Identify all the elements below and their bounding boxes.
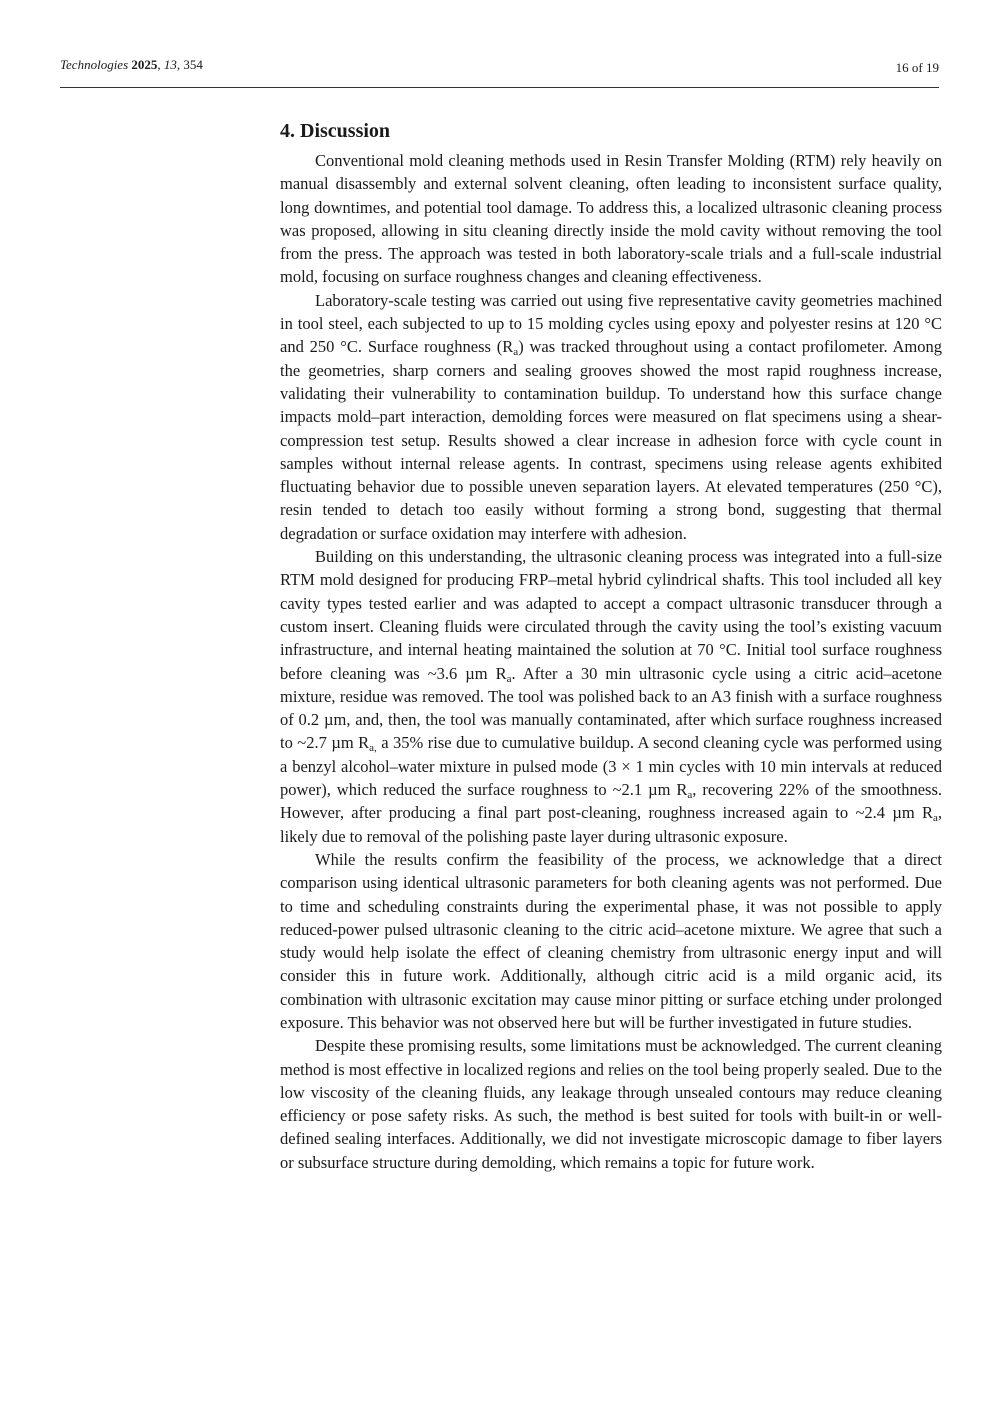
paragraph-2: Laboratory-scale testing was carried out using five representative cavity geometries machined in tool steel, each subjected to up to 15 molding cycles using epoxy and polyester resins at 120 °C and 250 °C. Surface roughness $(R_a)$ was tracked throughout using a contact profilometer. Among the geometries, sharp corners and sealing grooves showed the most rapid roughness increase, validating their vulnerability to contamination buildup. To understand how this surface change impacts mold–part interaction, demolding forces were measured on flat specimens using a shear-compression test setup. Results showed a clear increase in adhesion force with cycle count in samples without internal release agents. In contrast, specimens using release agents exhibited fluctuating behavior due to possible uneven separation layers. At elevated temperatures (250 °C), resin tended to detach too easily without forming a strong bond, suggesting that thermal degradation or surface oxidation may interfere with adhesion.	[280, 290, 942, 543]
journal-citation: Technologies 2025, 13, 354	[60, 57, 203, 72]
paragraph-1: Conventional mold cleaning methods used in Resin Transfer Molding (RTM) rely heavily on manual disassembly and external solvent cleaning, often leading to inconsistent surface quality, long downtimes, and potential tool damage. To address this, a localized ultrasonic cleaning process was proposed, allowing in situ cleaning directly inside the mold cavity without removing the tool from the press. The approach was tested in both laboratory-scale trials and a full-scale industrial mold, focusing on surface roughness changes and cleaning effectiveness.	[280, 151, 942, 287]
page-number: 16 of 19	[895, 60, 939, 75]
section-title: 4. Discussion	[280, 120, 391, 142]
running-header	[60, 57, 939, 88]
journal-year: 2025	[131, 57, 158, 72]
journal-volume: 13	[163, 57, 177, 72]
article-number: 354	[183, 57, 203, 72]
article-body	[280, 117, 942, 1174]
paragraph-5: Despite these promising results, some limitations must be acknowledged. The current cleaning method is most effective in localized regions and relies on the tool being properly sealed. Due to the low viscosity of the cleaning fluids, any leakage through unsealed contours may reduce cleaning efficiency or pose safety risks. As such, the method is best suited for tools with built-in or well-defined sealing interfaces. Additionally, we did not investigate microscopic damage to fiber layers or subsurface structure during demolding, which remains a topic for future work.	[280, 1036, 942, 1172]
journal-name: Technologies	[60, 57, 129, 72]
paragraph-4: While the results confirm the feasibility of the process, we acknowledge that a direct comparison using identical ultrasonic parameters for both cleaning agents was not performed. Due to time and scheduling constraints during the experimental phase, it was not possible to apply reduced-power pulsed ultrasonic cleaning to the citric acid–acetone mixture. We agree that such a study would help isolate the effect of cleaning chemistry from ultrasonic energy input and will consider this in future work. Additionally, although citric acid is a mild organic acid, its combination with ultrasonic excitation may cause minor pitting or surface etching under prolonged exposure. This behavior was not observed here but will be further investigated in future studies.	[280, 849, 942, 1032]
paragraph-3: Building on this understanding, the ultrasonic cleaning process was integrated into a full-size RTM mold designed for producing FRP–metal hybrid cylindrical shafts. This tool included all key cavity types tested earlier and was adapted to accept a compact ultrasonic transducer through a custom insert. Cleaning fluids were circulated through the cavity using the tool’s existing vacuum infrastructure, and internal heating maintained the solution at 70 °C. Initial tool surface roughness before cleaning was ~3.6 µm $R_a$. After a 30 min ultrasonic cycle using a citric acid–acetone mixture, residue was removed. The tool was polished back to an A3 finish with a surface roughness of 0.2 µm, and, then, the tool was manually contaminated, after which surface roughness increased to ~2.7 µm $R_{a,}$ a 35% rise due to cumulative buildup. A second cleaning cycle was performed using a benzyl alcohol–water mixture in pulsed mode (3 × 1 min cycles with 10 min intervals at reduced power), which reduced the surface roughness to ~2.1 µm $R_a$, recovering 22% of the smoothness. However, after producing a final part post-cleaning, roughness increased again to ~2.4 µm $R_a$, likely due to removal of the polishing paste layer during ultrasonic exposure.	[280, 547, 943, 846]
